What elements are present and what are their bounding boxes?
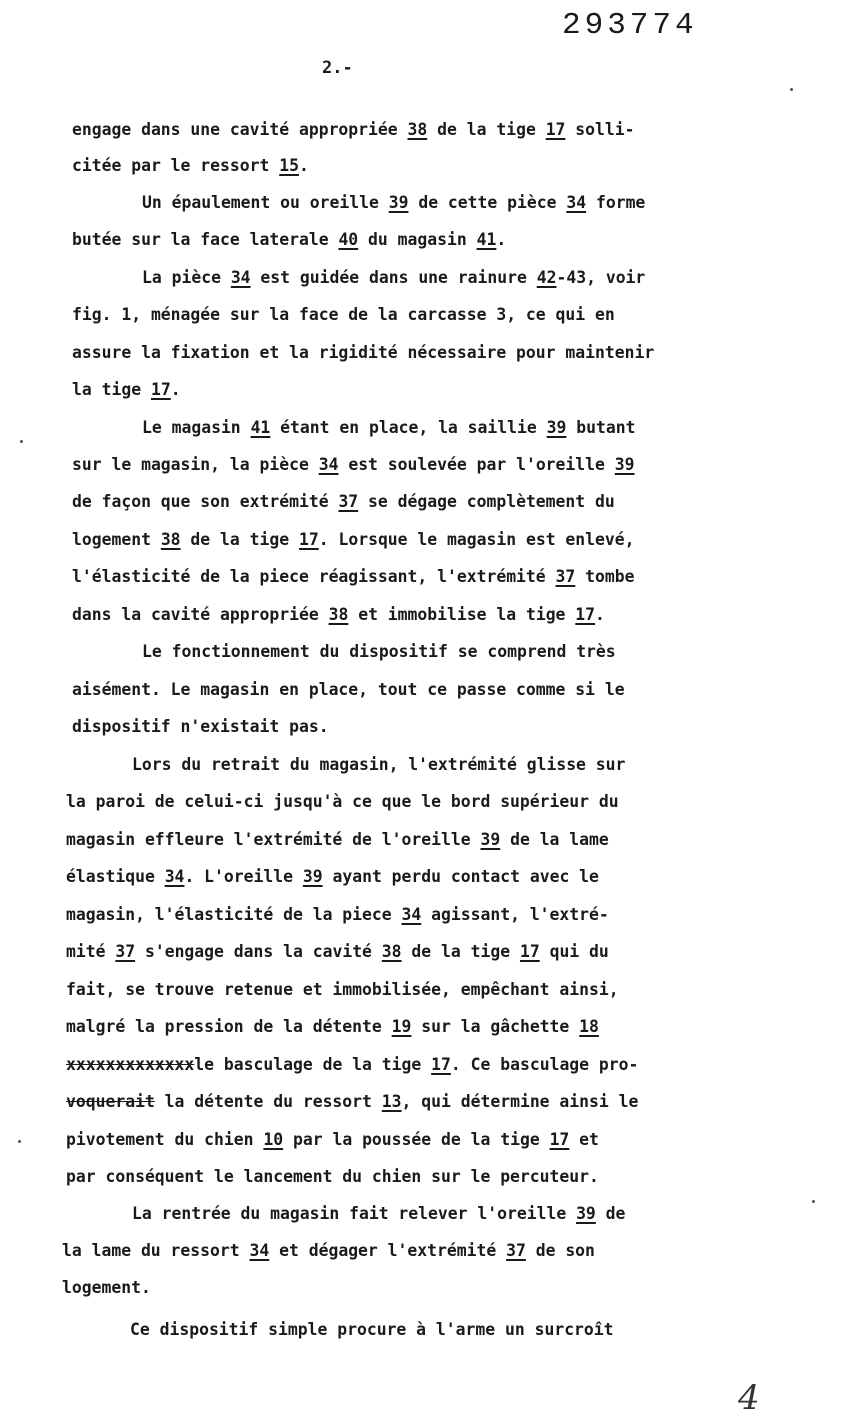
paper-speck	[20, 440, 23, 443]
text-segment: l'élasticité de la piece réagissant, l'extrémité	[72, 567, 556, 586]
text-line	[66, 1017, 599, 1037]
text-line	[72, 605, 605, 625]
reference-numeral: 34	[164, 867, 185, 886]
text-segment: engage dans une cavité appropriée	[72, 120, 408, 139]
text-line	[66, 1055, 638, 1075]
text-segment: de la tige	[180, 530, 299, 549]
text-line	[72, 380, 181, 400]
text-segment: de la tige	[427, 120, 546, 139]
text-segment: la paroi de celui-ci jusqu'à ce que le bord supérieur du	[66, 792, 619, 811]
text-segment: de la tige	[401, 942, 520, 961]
reference-numeral: 40	[338, 230, 359, 249]
reference-numeral: 41	[250, 418, 271, 437]
text-line	[130, 1320, 614, 1340]
text-segment: -43, voir	[556, 268, 646, 287]
text-line	[72, 717, 329, 737]
text-segment: le basculage de la tige	[194, 1055, 432, 1074]
text-segment: .	[595, 605, 605, 624]
text-segment: Lors du retrait du magasin, l'extrémité glisse sur	[132, 755, 626, 774]
reference-numeral: 39	[576, 1204, 596, 1223]
text-segment: est guidée dans une rainure	[250, 268, 537, 287]
text-segment: dans la cavité appropriée	[72, 605, 329, 624]
text-segment: Le magasin	[142, 418, 251, 437]
reference-numeral: 38	[160, 530, 181, 549]
text-segment: . L'oreille	[184, 867, 303, 886]
paper-speck	[812, 1200, 815, 1203]
reference-numeral: 17	[549, 1130, 570, 1149]
text-segment: sur la gâchette	[411, 1017, 580, 1036]
text-segment: citée par le ressort	[72, 156, 280, 175]
text-segment: par la poussée de la tige	[283, 1130, 550, 1149]
text-segment: la tige	[72, 380, 151, 399]
reference-numeral: 38	[381, 942, 402, 961]
text-segment: .	[496, 230, 507, 249]
text-segment: Ce dispositif simple procure à l'arme un surcroît	[130, 1320, 614, 1339]
reference-numeral: 34	[401, 905, 422, 924]
reference-numeral: 10	[263, 1130, 284, 1149]
text-segment: et dégager l'extrémité	[269, 1241, 507, 1260]
reference-numeral: 38	[407, 120, 428, 139]
reference-numeral: 37	[555, 567, 576, 586]
text-line	[72, 305, 615, 325]
text-segment: du magasin	[358, 230, 477, 249]
text-segment: est soulevée par l'oreille	[338, 455, 615, 474]
text-segment: logement.	[62, 1278, 151, 1297]
text-segment: logement	[72, 530, 161, 549]
text-segment: aisément. Le magasin en place, tout ce passe comme si le	[72, 680, 625, 699]
text-line	[142, 642, 616, 662]
reference-numeral: 18	[579, 1017, 599, 1036]
text-line	[66, 792, 619, 812]
text-segment: se dégage complètement du	[358, 492, 615, 511]
text-segment: de façon que son extrémité	[72, 492, 339, 511]
text-segment: ayant perdu contact avec le	[322, 867, 599, 886]
text-line	[142, 268, 645, 288]
text-segment: solli-	[565, 120, 635, 139]
text-segment: pivotement du chien	[66, 1130, 264, 1149]
text-segment: La pièce	[142, 268, 231, 287]
text-segment: malgré la pression de la détente	[66, 1017, 392, 1036]
text-segment: fait, se trouve retenue et immobilisée, empêchant ainsi,	[66, 980, 619, 999]
reference-numeral: 15	[279, 156, 299, 175]
text-segment: La rentrée du magasin fait relever l'oreille	[132, 1204, 577, 1223]
text-segment: Un épaulement ou oreille	[142, 193, 389, 212]
reference-numeral: 39	[388, 193, 409, 212]
text-segment: et immobilise la tige	[348, 605, 576, 624]
text-line	[72, 343, 654, 363]
text-line	[66, 830, 609, 850]
paper-speck	[790, 88, 793, 91]
text-segment: forme	[586, 193, 646, 212]
text-segment: sur le magasin, la pièce	[72, 455, 319, 474]
reference-numeral: 37	[506, 1241, 526, 1260]
text-segment: . Lorsque le magasin est enlevé,	[318, 530, 635, 549]
reference-numeral: 37	[115, 942, 136, 961]
reference-numeral: 39	[546, 418, 567, 437]
reference-numeral: 17	[545, 120, 566, 139]
text-segment: magasin, l'élasticité de la piece	[66, 905, 402, 924]
text-line	[132, 1204, 625, 1224]
text-segment: qui du	[539, 942, 609, 961]
text-line	[66, 905, 609, 925]
text-line	[62, 1278, 151, 1298]
text-segment: tombe	[575, 567, 635, 586]
text-segment: étant en place, la saillie	[270, 418, 547, 437]
text-segment: la lame du ressort	[62, 1241, 250, 1260]
text-line	[72, 156, 309, 176]
reference-numeral: 34	[318, 455, 339, 474]
page-number: 2.-	[322, 58, 353, 78]
reference-numeral: 37	[338, 492, 359, 511]
reference-numeral: 17	[150, 380, 171, 399]
text-segment: butée sur la face laterale	[72, 230, 339, 249]
text-segment: Le fonctionnement du dispositif se comprend très	[142, 642, 616, 661]
reference-numeral: 17	[431, 1055, 451, 1074]
reference-numeral: 39	[614, 455, 635, 474]
text-segment: agissant, l'extré-	[421, 905, 609, 924]
handwritten-corner-mark: 4	[738, 1378, 760, 1418]
text-line	[72, 680, 625, 700]
reference-numeral: 17	[298, 530, 319, 549]
text-segment: xxxxxxxxxxxxx	[66, 1055, 195, 1074]
text-segment: . Ce basculage pro-	[450, 1055, 639, 1074]
text-line	[72, 455, 635, 475]
text-line	[72, 120, 635, 140]
reference-numeral: 34	[566, 193, 587, 212]
reference-numeral: 17	[575, 605, 596, 624]
text-segment: magasin effleure l'extrémité de l'oreille	[66, 830, 481, 849]
reference-numeral: 13	[381, 1092, 402, 1111]
text-segment: voquerait	[66, 1092, 155, 1111]
document-number: 293774	[562, 8, 698, 43]
text-segment: butant	[566, 418, 636, 437]
reference-numeral: 34	[249, 1241, 270, 1260]
text-segment: .	[298, 156, 309, 175]
text-segment: , qui détermine ainsi le	[401, 1092, 639, 1111]
text-segment: de	[595, 1204, 626, 1223]
text-segment: la détente du ressort	[154, 1092, 382, 1111]
text-segment: dispositif n'existait pas.	[72, 717, 329, 736]
text-line	[142, 193, 645, 213]
text-line	[66, 942, 609, 962]
reference-numeral: 41	[476, 230, 497, 249]
text-line	[72, 492, 615, 512]
paper-speck	[18, 1140, 21, 1143]
text-segment: fig. 1, ménagée sur la face de la carcasse 3, ce qui en	[72, 305, 615, 324]
text-segment: par conséquent le lancement du chien sur le percuteur.	[66, 1167, 599, 1186]
text-line	[72, 530, 635, 550]
text-segment: assure la fixation et la rigidité nécessaire pour maintenir	[72, 343, 655, 362]
text-line	[66, 980, 619, 1000]
text-segment: s'engage dans la cavité	[135, 942, 382, 961]
text-line	[62, 1241, 595, 1261]
text-line	[66, 1130, 599, 1150]
text-segment: de la lame	[500, 830, 609, 849]
reference-numeral: 38	[328, 605, 349, 624]
text-line	[72, 230, 506, 250]
reference-numeral: 17	[519, 942, 540, 961]
reference-numeral: 39	[302, 867, 323, 886]
text-line	[72, 567, 635, 587]
text-line	[132, 755, 625, 775]
text-segment: de cette pièce	[408, 193, 567, 212]
text-segment: .	[170, 380, 181, 399]
reference-numeral: 39	[480, 830, 501, 849]
reference-numeral: 19	[391, 1017, 412, 1036]
text-line	[66, 1167, 599, 1187]
reference-numeral: 34	[230, 268, 251, 287]
text-line	[66, 1092, 638, 1112]
text-segment: élastique	[66, 867, 165, 886]
text-segment: et	[569, 1130, 599, 1149]
text-line	[66, 867, 599, 887]
text-segment: de son	[525, 1241, 595, 1260]
text-line	[142, 418, 635, 438]
text-segment: mité	[66, 942, 116, 961]
reference-numeral: 42	[536, 268, 557, 287]
